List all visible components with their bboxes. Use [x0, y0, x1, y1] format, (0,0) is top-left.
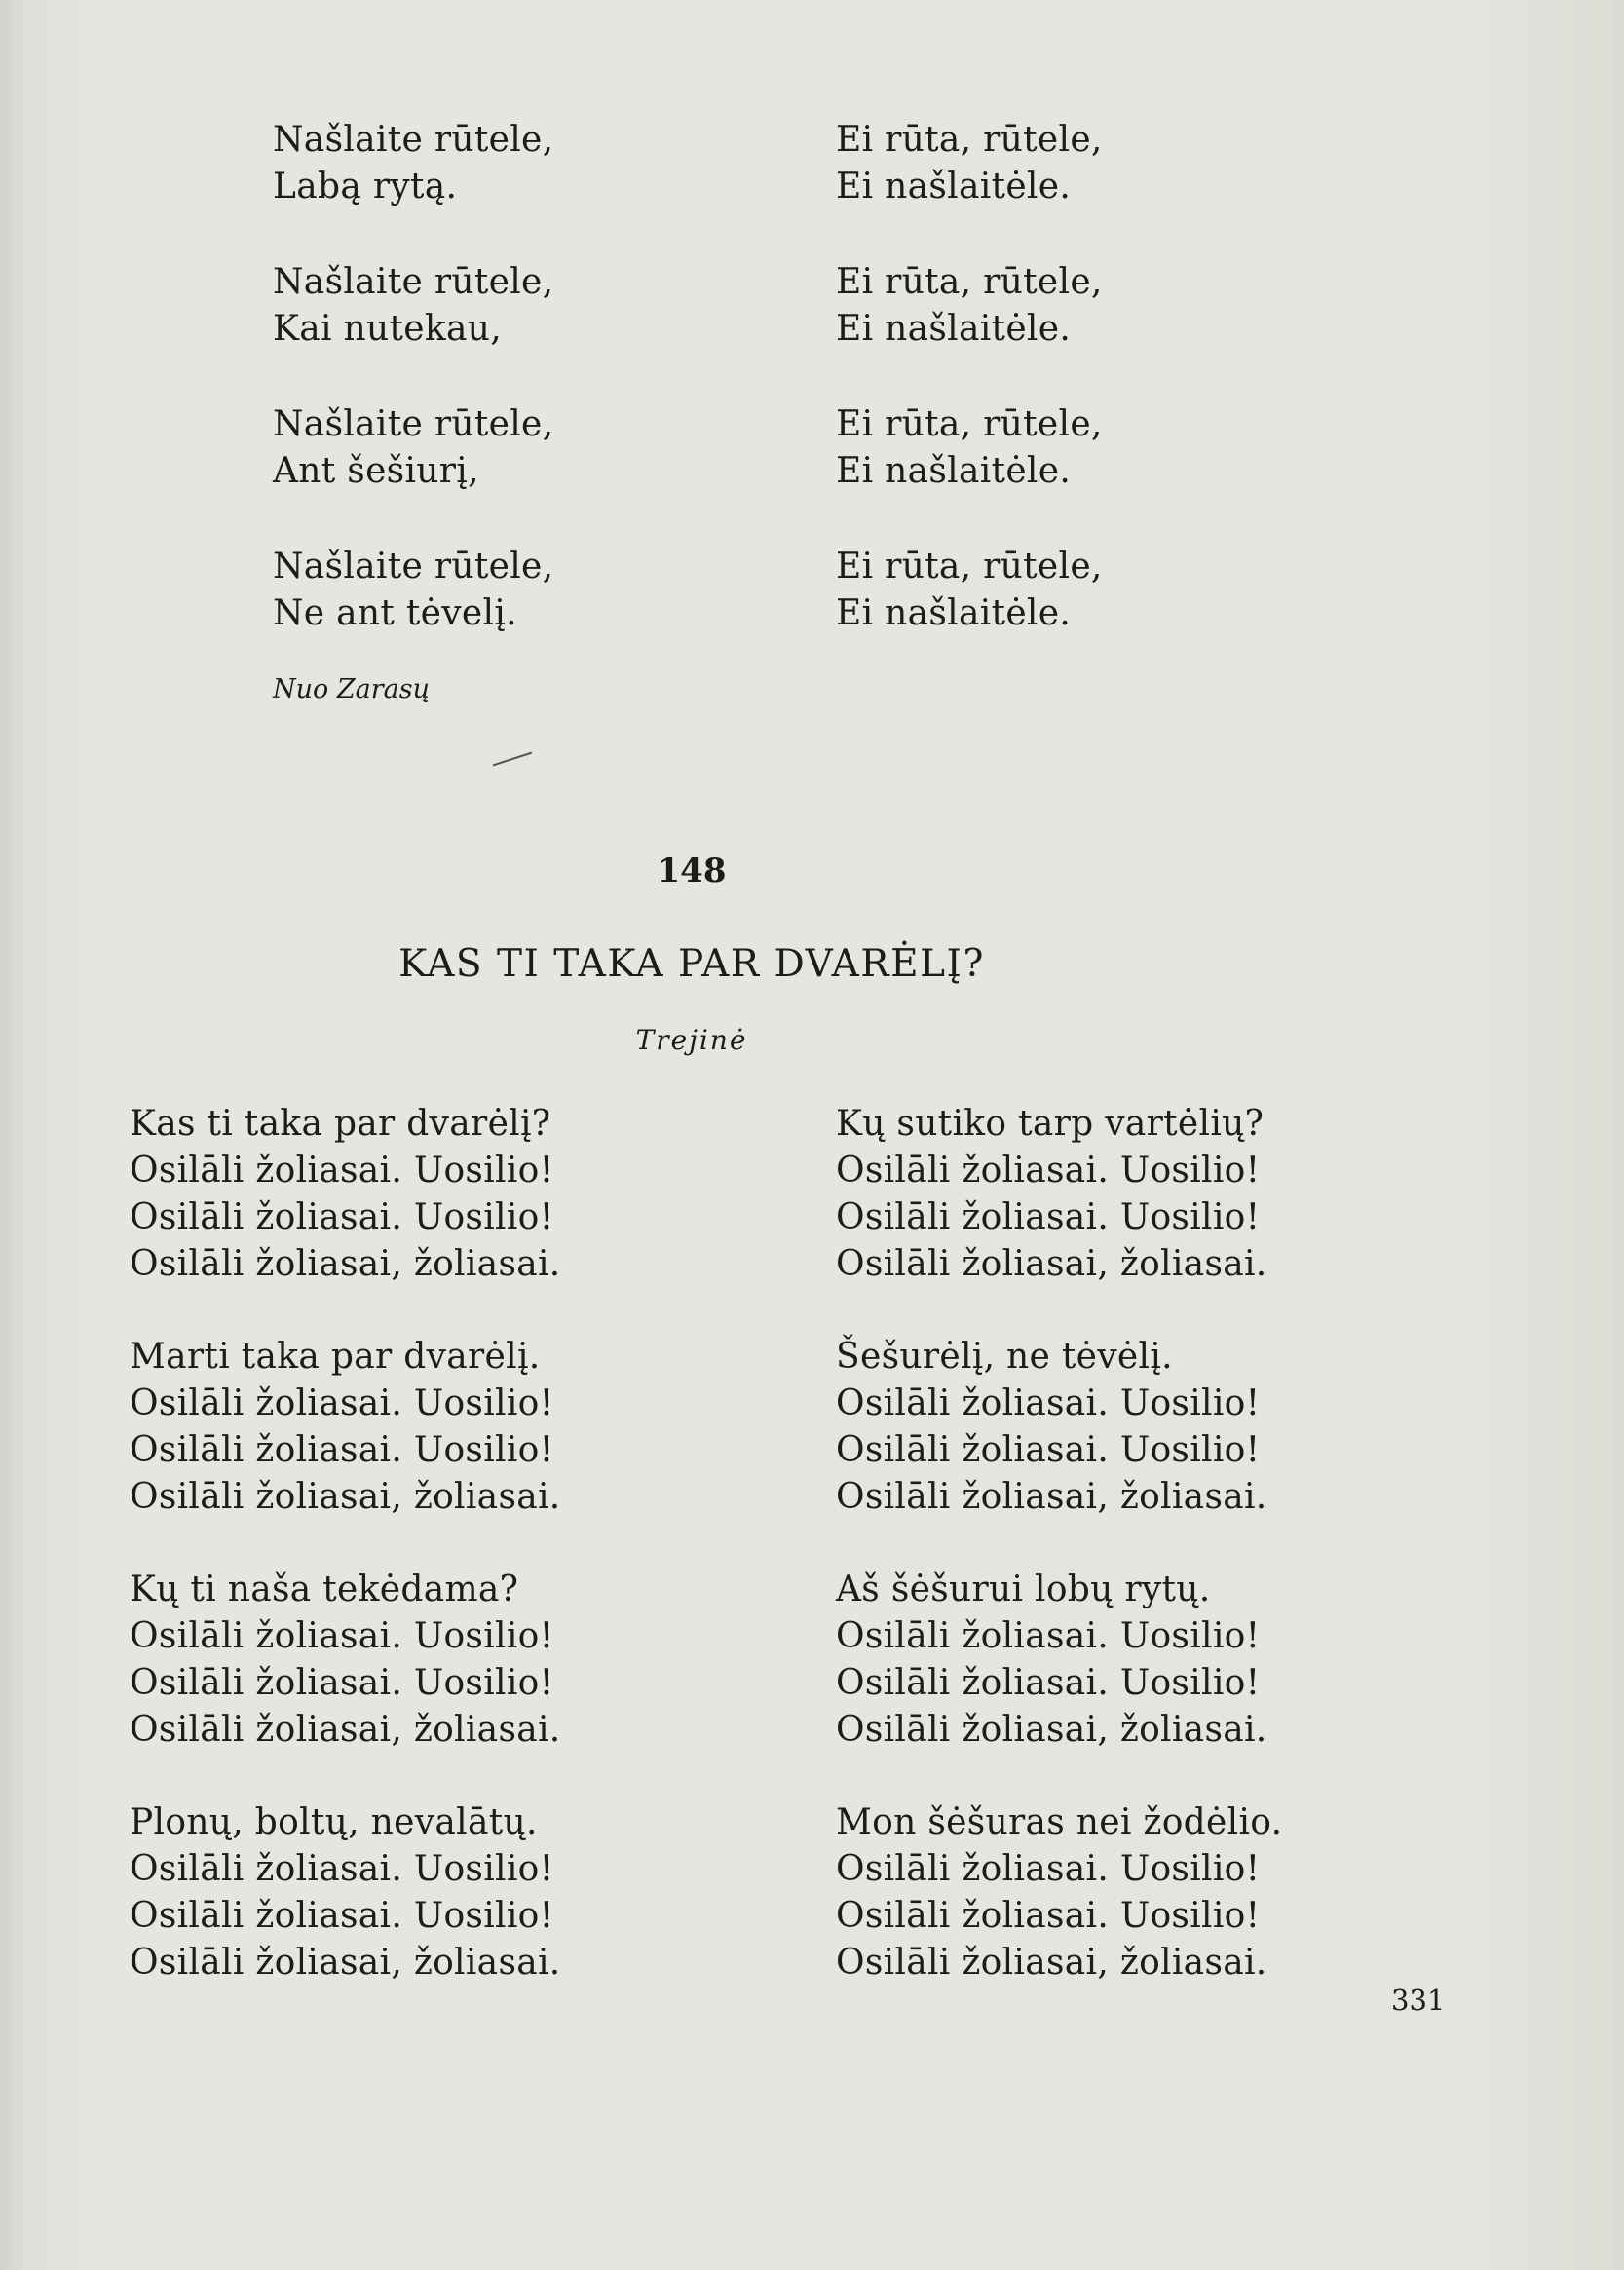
verse-line: Kų sutiko tarp vartėlių? [836, 1104, 1265, 1144]
verse-line: Osilāli žoliasai, žoliasai. [130, 1244, 561, 1284]
verse-line: Osilāli žoliasai. Uosilio! [836, 1151, 1261, 1191]
verse-line: Osilāli žoliasai. Uosilio! [130, 1663, 554, 1703]
verse-line: Osilāli žoliasai. Uosilio! [836, 1896, 1261, 1936]
verse-line: Ei našlaitėle. [836, 167, 1072, 207]
stanza [836, 1101, 1282, 1288]
verse-line: Osilāli žoliasai, žoliasai. [836, 1943, 1267, 1983]
verse-line: Ei rūta, rūtele, [836, 547, 1103, 586]
verse-line: Osilāli žoliasai. Uosilio! [130, 1430, 554, 1470]
stanza [130, 1567, 561, 1754]
song-subtitle: Trejinė [635, 1024, 748, 1056]
verse-line: Našlaite rūtele, [273, 404, 554, 444]
verse-line: Osilāli žoliasai. Uosilio! [836, 1430, 1261, 1470]
verse-line: Osilāli žoliasai. Uosilio! [130, 1151, 554, 1191]
verse-line: Osilāli žoliasai. Uosilio! [836, 1616, 1261, 1656]
stanza [273, 401, 553, 495]
verse-line: Osilāli žoliasai. Uosilio! [130, 1616, 554, 1656]
verse-line: Aš šėšurui lobų rytų. [836, 1570, 1211, 1609]
verse-line: Našlaite rūtele, [273, 120, 554, 160]
song-title: KAS TI TAKA PAR DVARĖLĮ? [398, 942, 985, 986]
verse-line: Šešurėlį, ne tėvėlį. [836, 1337, 1173, 1377]
verse-line: Osilāli žoliasai, žoliasai. [130, 1710, 561, 1750]
source-credit: Nuo Zarasų [273, 674, 430, 704]
stanza [836, 117, 1103, 210]
verse-line: Osilāli žoliasai. Uosilio! [130, 1197, 554, 1237]
verse-line: Marti taka par dvarėlį. [130, 1337, 541, 1377]
verse-line: Ne ant tėvelį. [273, 593, 517, 633]
verse-line: Kas ti taka par dvarėlį? [130, 1104, 551, 1144]
verse-line: Plonų, boltų, nevalātų. [130, 1802, 538, 1842]
top-left-column [273, 117, 553, 686]
stanza [836, 1334, 1282, 1521]
stanza [836, 1567, 1282, 1754]
song-right-column [836, 1101, 1282, 2032]
stanza [273, 117, 553, 210]
verse-line: Osilāli žoliasai. Uosilio! [130, 1383, 554, 1423]
verse-line: Ei našlaitėle. [836, 451, 1072, 491]
top-right-column [836, 117, 1103, 686]
verse-line: Labą rytą. [273, 167, 458, 207]
verse-line: Osilāli žoliasai, žoliasai. [836, 1477, 1267, 1517]
verse-line: Ei rūta, rūtele, [836, 262, 1103, 302]
verse-line: Mon šėšuras nei žodėlio. [836, 1802, 1283, 1842]
verse-line: Osilāli žoliasai, žoliasai. [836, 1710, 1267, 1750]
stanza [130, 1799, 561, 1986]
verse-line: Osilāli žoliasai, žoliasai. [130, 1943, 561, 1983]
verse-line: Osilāli žoliasai. Uosilio! [130, 1896, 554, 1936]
verse-line: Osilāli žoliasai. Uosilio! [836, 1849, 1261, 1889]
song-number: 148 [657, 851, 727, 890]
stanza [130, 1334, 561, 1521]
song-left-column [130, 1101, 561, 2032]
verse-line: Osilāli žoliasai. Uosilio! [130, 1849, 554, 1889]
stanza [273, 544, 553, 637]
verse-line: Našlaite rūtele, [273, 547, 554, 586]
verse-line: Kų ti naša tekėdama? [130, 1570, 519, 1609]
stanza [836, 401, 1103, 495]
verse-line: Ei rūta, rūtele, [836, 120, 1103, 160]
separator-mark [493, 752, 533, 767]
verse-line: Kai nutekau, [273, 309, 502, 349]
stanza [273, 259, 553, 353]
verse-line: Osilāli žoliasai, žoliasai. [836, 1244, 1267, 1284]
verse-line: Ei našlaitėle. [836, 309, 1072, 349]
verse-line: Osilāli žoliasai. Uosilio! [836, 1383, 1261, 1423]
verse-line: Ei našlaitėle. [836, 593, 1072, 633]
verse-line: Osilāli žoliasai. Uosilio! [836, 1663, 1261, 1703]
verse-line: Ei rūta, rūtele, [836, 404, 1103, 444]
stanza [836, 544, 1103, 637]
stanza [130, 1101, 561, 1288]
verse-line: Osilāli žoliasai, žoliasai. [130, 1477, 561, 1517]
verse-line: Ant šešiurį, [273, 451, 479, 491]
verse-line: Našlaite rūtele, [273, 262, 554, 302]
page-number: 331 [1391, 1984, 1446, 2017]
verse-line: Osilāli žoliasai. Uosilio! [836, 1197, 1261, 1237]
stanza [836, 1799, 1282, 1986]
stanza [836, 259, 1103, 353]
